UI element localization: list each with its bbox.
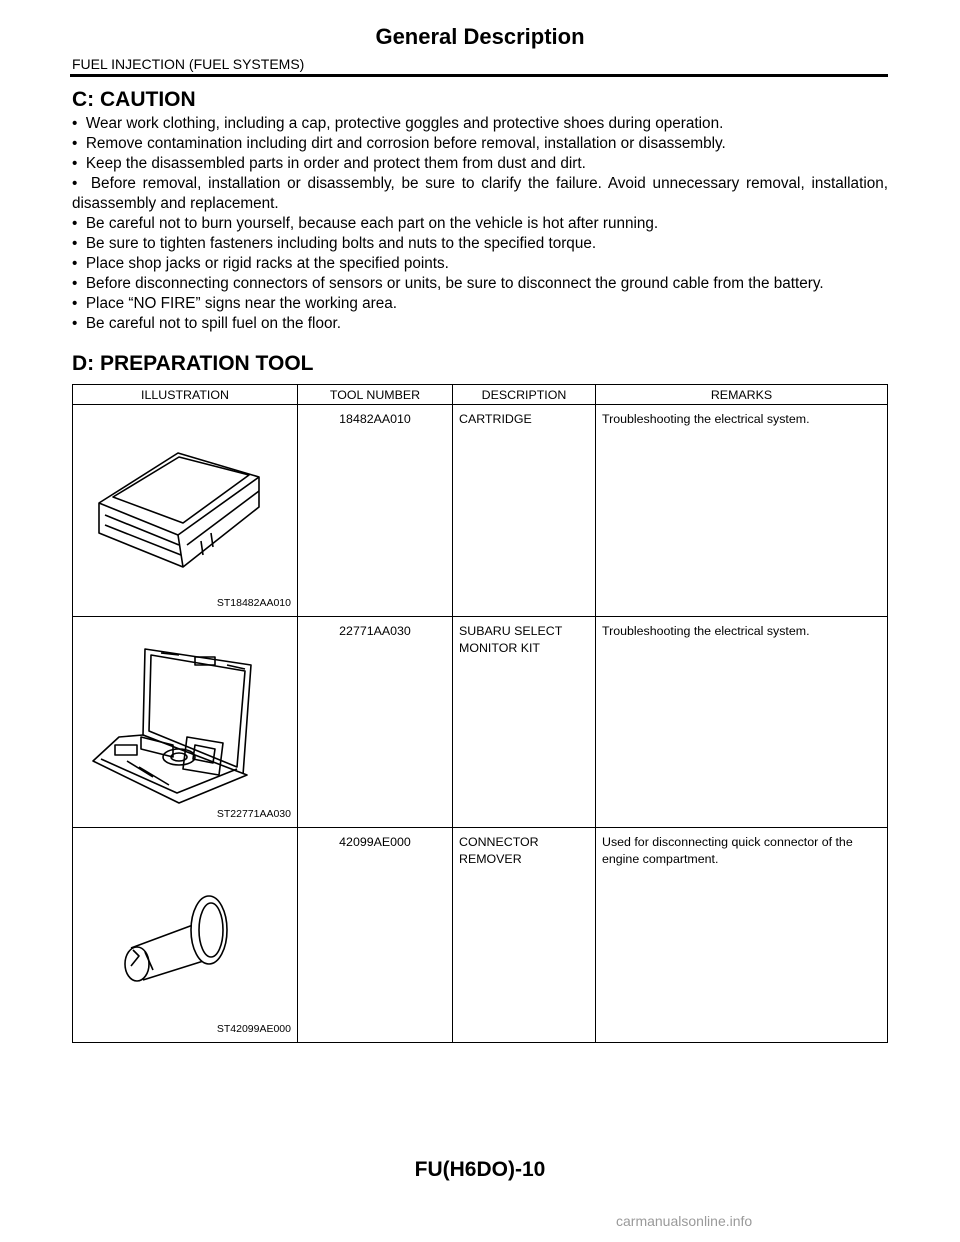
caution-heading: C: CAUTION — [72, 88, 196, 111]
page-number: FU(H6DO)-10 — [414, 1158, 546, 1181]
tool-description: SUBARU SELECT MONITOR KIT — [453, 617, 596, 828]
caution-item: • Be sure to tighten fasteners including bolts and nuts to the specified torque. — [72, 234, 888, 254]
tool-remarks: Troubleshooting the electrical system. — [596, 405, 888, 617]
table-header-row — [73, 385, 888, 405]
tool-number: 42099AE000 — [298, 828, 453, 1043]
illustration-cell — [73, 405, 298, 617]
prep-heading: D: PREPARATION TOOL — [72, 352, 314, 375]
figure-label: ST42099AE000 — [216, 1023, 291, 1035]
caution-item: • Be careful not to spill fuel on the floor. — [72, 314, 888, 334]
table-row — [73, 405, 888, 617]
preparation-tool-table — [72, 384, 888, 1043]
tool-description: CONNECTOR REMOVER — [453, 828, 596, 1043]
caution-item: • Place shop jacks or rigid racks at the specified points. — [72, 254, 888, 274]
table-row — [73, 828, 888, 1043]
cartridge-icon — [83, 415, 273, 590]
col-description: DESCRIPTION — [453, 385, 596, 405]
tool-number: 18482AA010 — [298, 405, 453, 617]
tool-number: 22771AA030 — [298, 617, 453, 828]
col-illustration: ILLUSTRATION — [73, 385, 298, 405]
tool-remarks: Used for disconnecting quick connector of the engine compartment. — [596, 828, 888, 1043]
caution-item: • Remove contamination including dirt and corrosion before removal, installation or disassembly. — [72, 134, 888, 154]
table-row — [73, 617, 888, 828]
col-remarks: REMARKS — [596, 385, 888, 405]
caution-item: • Before removal, installation or disassembly, be sure to clarify the failure. Avoid unnecessary removal, installation, disassembly and replacement. — [72, 174, 888, 214]
illustration-cell — [73, 828, 298, 1043]
caution-item: • Be careful not to burn yourself, because each part on the vehicle is hot after running. — [72, 214, 888, 234]
caution-list — [72, 114, 888, 334]
watermark: carmanualsonline.info — [616, 1213, 753, 1229]
monitor-kit-case-icon — [83, 627, 273, 805]
section-subtitle: FUEL INJECTION (FUEL SYSTEMS) — [72, 56, 305, 72]
tool-description: CARTRIDGE — [453, 405, 596, 617]
caution-item: • Before disconnecting connectors of sensors or units, be sure to disconnect the ground cable from the battery. — [72, 274, 888, 294]
page-title: General Description — [375, 24, 585, 49]
figure-label: ST22771AA030 — [216, 808, 291, 820]
tool-remarks: Troubleshooting the electrical system. — [596, 617, 888, 828]
caution-item: • Keep the disassembled parts in order and protect them from dust and dirt. — [72, 154, 888, 174]
header-rule — [70, 74, 888, 77]
caution-item: • Wear work clothing, including a cap, protective goggles and protective shoes during operation. — [72, 114, 888, 134]
caution-item: • Place “NO FIRE” signs near the working area. — [72, 294, 888, 314]
col-tool-number: TOOL NUMBER — [298, 385, 453, 405]
connector-remover-icon — [83, 838, 273, 1013]
figure-label: ST18482AA010 — [216, 597, 291, 609]
illustration-cell — [73, 617, 298, 828]
